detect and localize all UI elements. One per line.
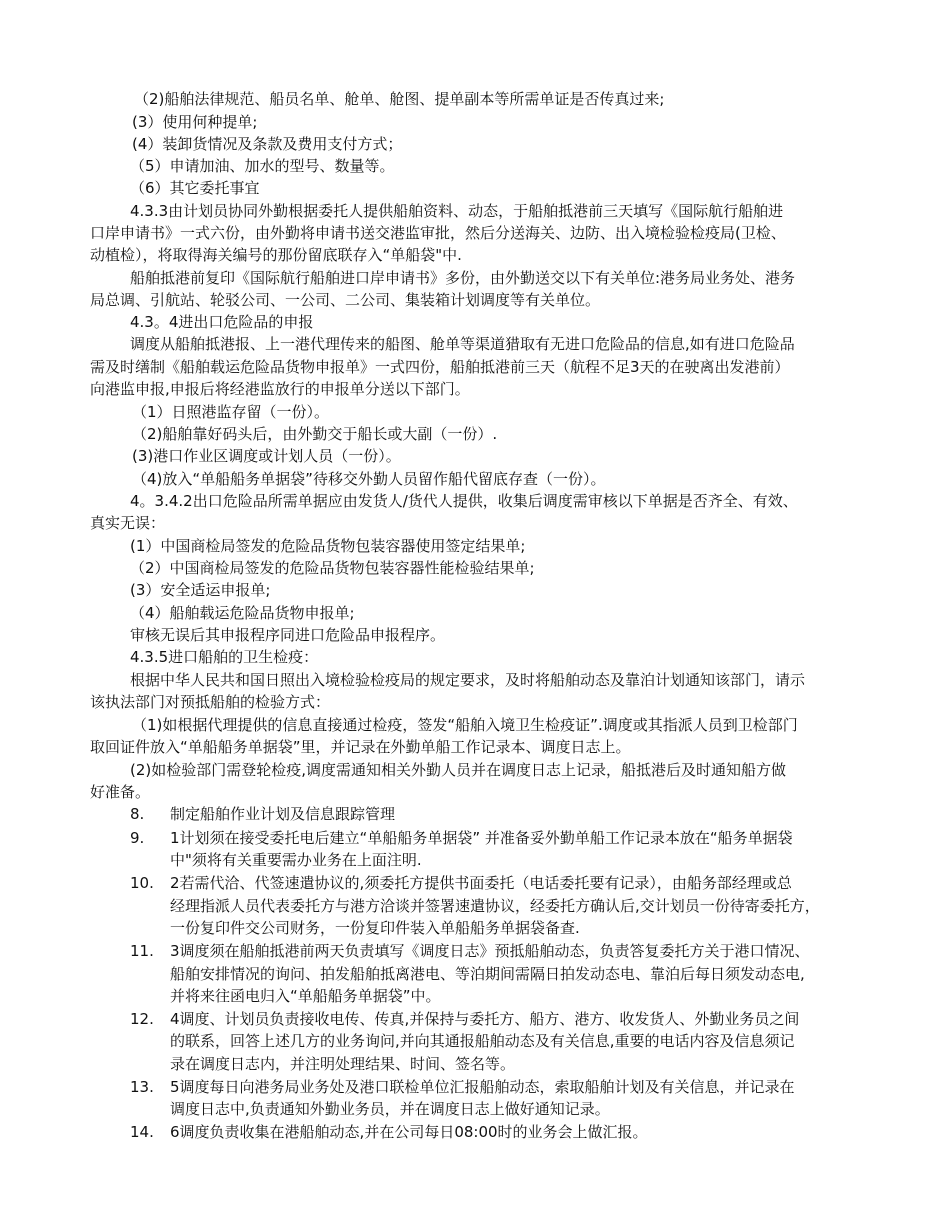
- list-item-text: 3调度须在船舶抵港前两天负责填写《调度日志》预抵船舶动态，负责答复委托方关于港口情况、: [170, 942, 810, 960]
- text-line: 根据中华人民共和国日照出入境检验检疫局的规定要求，及时将船舶动态及靠泊计划通知该部门，请示: [130, 671, 806, 689]
- text-line: （1)如根据代理提供的信息直接通过检疫，签发“船舶入境卫生检疫证”.调度或其指派人员到卫检部门: [132, 716, 798, 734]
- text-line: (3)港口作业区调度或计划人员（一份）。: [132, 447, 401, 465]
- list-item-text: 5调度每日向港务局业务处及港口联检单位汇报船舶动态，索取船舶计划及有关信息，并记录在: [170, 1078, 795, 1096]
- text-line: （2)船舶靠好码头后，由外勤交于船长或大副（一份）.: [132, 425, 498, 443]
- text-line: 取回证件放入“单船船务单据袋”里，并记录在外勤单船工作记录本、调度日志上。: [90, 738, 631, 756]
- text-line: (3）使用何种提单;: [132, 113, 258, 131]
- text-line: (1）中国商检局签发的危险品货物包装容器使用签定结果单;: [130, 537, 526, 555]
- text-line: 4.3.3由计划员协同外勤根据委托人提供船舶资料、动态，于船舶抵港前三天填写《国际航行船舶进: [130, 202, 784, 220]
- list-item-text: 一份复印件交公司财务，一份复印件装入单船船务单据袋备查.: [170, 919, 580, 937]
- list-item-text: 调度日志中,负责通知外勤业务员，并在调度日志上做好通知记录。: [170, 1100, 610, 1118]
- list-item-number: 13.: [130, 1078, 154, 1096]
- text-line: 审核无误后其申报程序同进口危险品申报程序。: [130, 626, 446, 644]
- text-line: 4。3.4.2出口危险品所需单据应由发货人/货代人提供，收集后调度需审核以下单据是否齐全、有效、: [130, 492, 798, 510]
- list-item-text: 并将来往函电归入“单船船务单据袋”中。: [170, 987, 441, 1005]
- text-line: 动植检），将取得海关编号的那份留底联存入“单船袋"中.: [90, 246, 462, 264]
- text-line: 真实无误：: [90, 514, 166, 532]
- section-heading: 4.3.5进口船舶的卫生检疫：: [130, 648, 319, 666]
- text-line: （2)船舶法律规范、船员名单、舱单、舱图、提单副本等所需单证是否传真过来;: [134, 90, 665, 108]
- list-item-text: 6调度负责收集在港船舶动态,并在公司每日08:00时的业务会上做汇报。: [170, 1123, 648, 1141]
- list-item-number: 14.: [130, 1123, 154, 1141]
- list-item-number: 9.: [130, 829, 145, 847]
- section-heading: 4.3。4进出口危险品的申报: [130, 313, 314, 331]
- list-item-text: 1计划须在接受委托电后建立“单船船务单据袋” 并准备妥外勤单船工作记录本放在“船务单据袋: [170, 829, 793, 847]
- text-line: 向港监申报,申报后将经港监放行的申报单分送以下部门。: [90, 380, 470, 398]
- text-line: （4）船舶载运危险品货物申报单;: [130, 604, 355, 622]
- list-item-text: 制定船舶作业计划及信息跟踪管理: [170, 805, 396, 823]
- text-line: 船舶抵港前复印《国际航行船舶进口岸申请书》多份，由外勤送交以下有关单位:港务局业务处、港务: [130, 269, 796, 287]
- text-line: 调度从船舶抵港报、上一港代理传来的船图、舱单等渠道猎取有无进口危险品的信息,如有进口危险品: [130, 335, 795, 353]
- text-line: 该执法部门对预抵船舶的检验方式：: [90, 693, 331, 711]
- text-line: （6）其它委托事宜: [130, 179, 260, 197]
- list-item-number: 8.: [130, 805, 145, 823]
- text-line: 口岸申请书》一式六份，由外勤将申请书送交港监审批，然后分送海关、边防、出入境检验检疫局(卫检、: [90, 224, 786, 242]
- list-item-text: 的联系，回答上述几方的业务询问,并向其通报船舶动态及有关信息,重要的电话内容及信息须记: [170, 1032, 795, 1050]
- text-line: (4）装卸货情况及条款及费用支付方式；: [132, 135, 403, 153]
- list-item-text: 录在调度日志内，并注明处理结果、时间、签名等。: [170, 1055, 516, 1073]
- text-line: (2)如检验部门需登轮检疫,调度需通知相关外勤人员并在调度日志上记录，船抵港后及时通知船方做: [130, 761, 787, 779]
- text-line: 需及时缮制《船舶载运危险品货物申报单》一式四份，船舶抵港前三天（航程不足3天的在驶离出发港前）: [90, 358, 790, 376]
- text-line: （1）日照港监存留（一份）。: [132, 403, 330, 421]
- text-line: （2）中国商检局签发的危险品货物包装容器性能检验结果单;: [130, 559, 535, 577]
- text-line: 好准备。: [90, 783, 151, 801]
- list-item-number: 12.: [130, 1010, 154, 1028]
- list-item-number: 10.: [130, 874, 154, 892]
- text-line: （5）申请加油、加水的型号、数量等。: [130, 157, 395, 175]
- list-item-number: 11.: [130, 942, 154, 960]
- text-line: （4)放入“单船船务单据袋”待移交外勤人员留作船代留底存查（一份）。: [132, 470, 606, 488]
- list-item-text: 2若需代洽、代签速遣协议的,须委托方提供书面委托（电话委托要有记录），由船务部经理或总: [170, 874, 792, 892]
- list-item-text: 船舶安排情况的询问、拍发船舶抵离港电、等泊期间需隔日拍发动态电、靠泊后每日须发动态电,: [170, 965, 805, 983]
- list-item-text: 中"须将有关重要需办业务在上面注明.: [170, 851, 422, 869]
- list-item-text: 4调度、计划员负责接收电传、传真,并保持与委托方、船方、港方、收发货人、外勤业务员之间: [170, 1010, 800, 1028]
- text-line: 局总调、引航站、轮驳公司、一公司、二公司、集装箱计划调度等有关单位。: [90, 291, 601, 309]
- text-line: (3）安全适运申报单;: [130, 581, 271, 599]
- list-item-text: 经理指派人员代表委托方与港方洽谈并签署速遣协议，经委托方确认后,交计划员一份待寄委托方，: [170, 897, 820, 915]
